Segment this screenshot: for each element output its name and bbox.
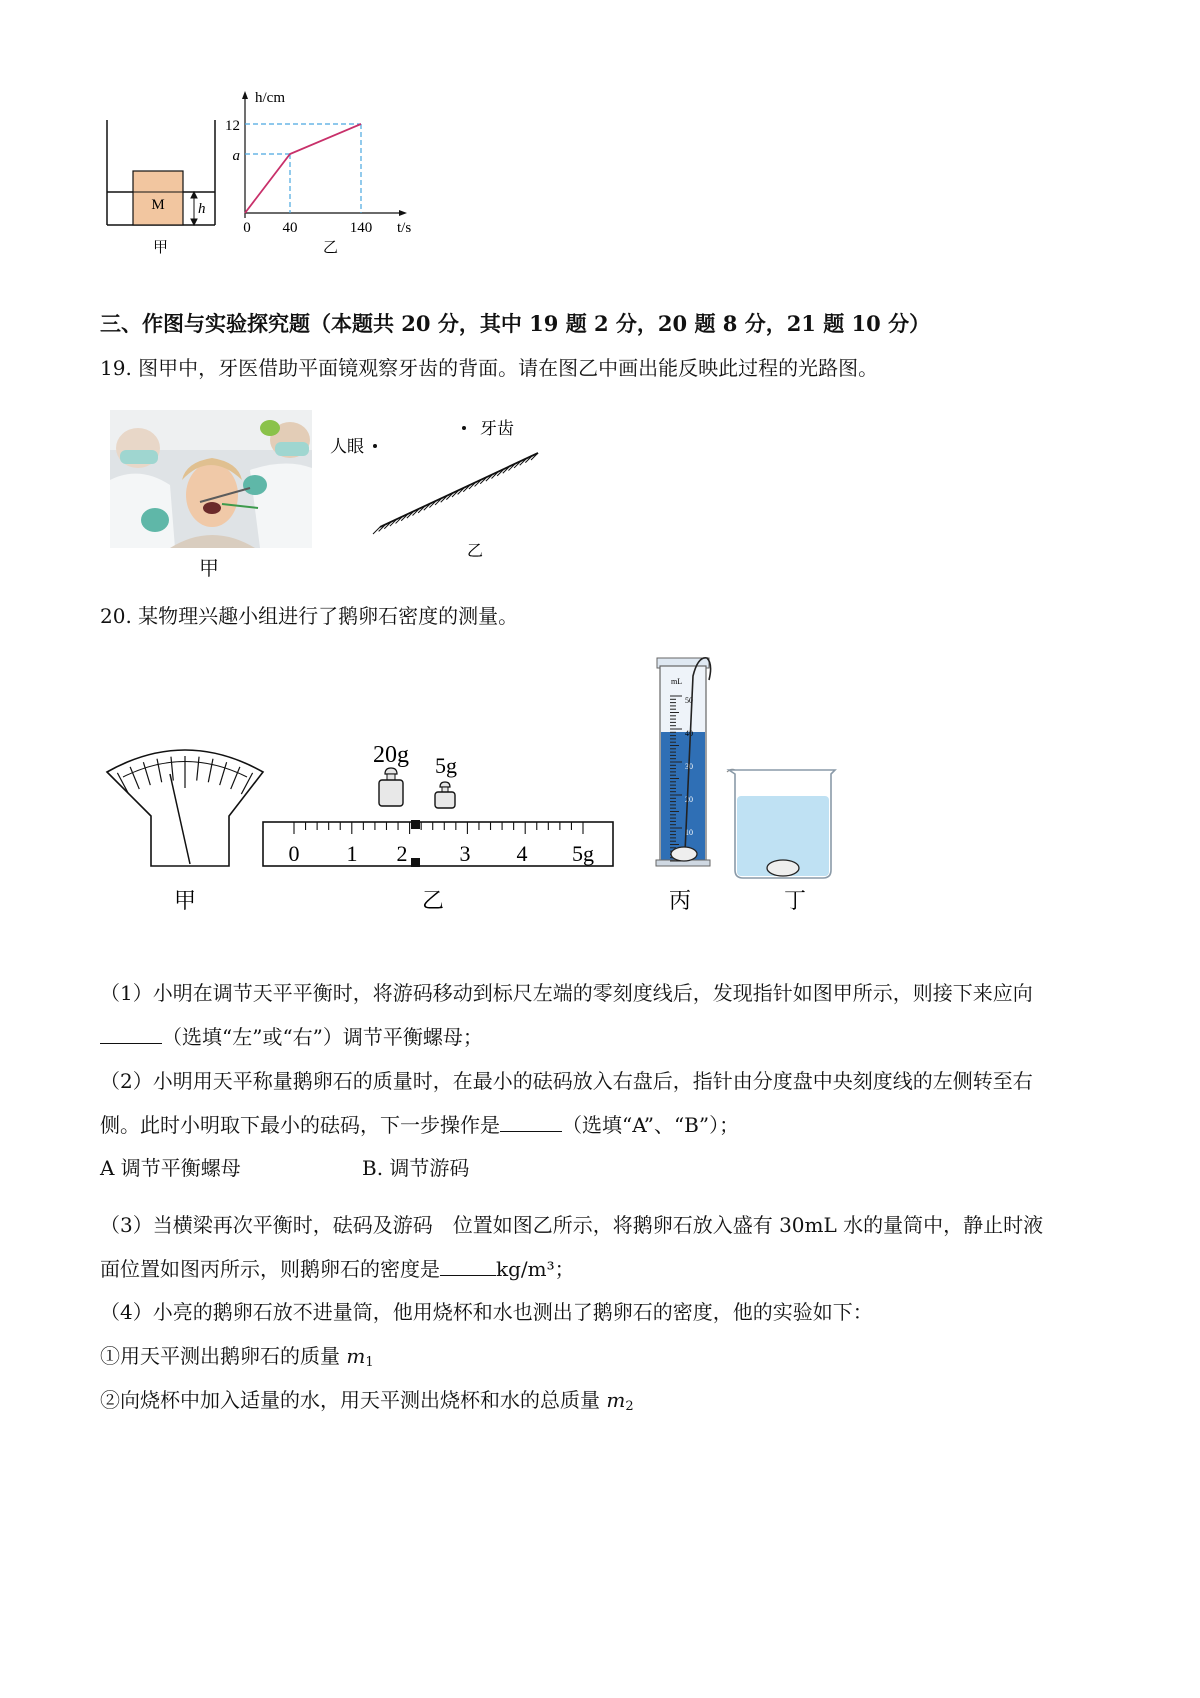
q20-option-a: A 调节平衡螺母 bbox=[100, 1156, 241, 1180]
q20-p2-tail: （选填“A”、“B”）； bbox=[562, 1113, 740, 1137]
q20-p3-line1: （3）当横梁再次平衡时，砝码及游码 位置如图乙所示，将鹅卵石放入盛有 30mL 水的量筒中，静止时液 bbox=[100, 1213, 1044, 1237]
origin-label: 0 bbox=[243, 220, 251, 236]
q20-text: 20. 某物理兴趣小组进行了鹅卵石密度的测量。 bbox=[100, 604, 519, 628]
fig-label-ding: 丁 bbox=[783, 888, 807, 913]
eye-label: 人眼 bbox=[330, 437, 364, 456]
graduated-cylinder bbox=[656, 658, 711, 866]
cyl-mark-30: 30 bbox=[685, 762, 693, 771]
top-figure-container bbox=[95, 80, 435, 280]
y-tick-12: 12 bbox=[225, 118, 240, 134]
scale-num-5g: 5g bbox=[572, 841, 594, 866]
x-tick-40: 40 bbox=[282, 220, 298, 236]
x-axis-label: t/s bbox=[397, 220, 412, 236]
tooth-label: 牙齿 bbox=[480, 419, 514, 438]
fig-label-jia: 甲 bbox=[173, 888, 197, 913]
scale-num-3: 3 bbox=[459, 841, 471, 866]
q20-p2-head: 侧。此时小明取下最小的砝码，下一步操作是 bbox=[100, 1113, 500, 1137]
section-3-title: 三、作图与实验探究题（本题共 20 分，其中 19 题 2 分，20 题 8 分，21 题 10 分） bbox=[100, 311, 931, 336]
eye-point bbox=[373, 444, 377, 448]
pebble-in-beaker bbox=[767, 860, 799, 876]
scale-num-0: 0 bbox=[288, 841, 300, 866]
y-axis-label: h/cm bbox=[255, 90, 285, 106]
x-tick-140: 140 bbox=[349, 220, 373, 236]
q20-p3-head: 面位置如图丙所示，则鹅卵石的密度是 bbox=[100, 1257, 440, 1281]
dentist-photo bbox=[110, 410, 312, 548]
answer-blank-3[interactable] bbox=[440, 1255, 496, 1276]
weights bbox=[373, 742, 457, 808]
q20-p1-line1: （1）小明在调节天平平衡时，将游码移动到标尺左端的零刻度线后，发现指针如图甲所示，则接下来应向 bbox=[100, 981, 1033, 1005]
q20-step2: ②向烧杯中加入适量的水，用天平测出烧杯和水的总质量 $m_2$ bbox=[100, 1388, 634, 1414]
cyl-mark-40: 40 bbox=[685, 729, 693, 738]
q20-step1: ①用天平测出鹅卵石的质量 $m_1$ bbox=[100, 1344, 374, 1370]
q19-text: 19. 图甲中，牙医借助平面镜观察牙齿的背面。请在图乙中画出能反映此过程的光路图。 bbox=[100, 356, 879, 380]
balance-pointer-dial bbox=[107, 750, 263, 866]
cyl-mark-50: 50 bbox=[685, 696, 693, 705]
fig-label-yi: 乙 bbox=[421, 888, 445, 913]
h-t-graph bbox=[225, 90, 411, 256]
cyl-mark-10: 10 bbox=[685, 828, 693, 837]
answer-blank-2[interactable] bbox=[500, 1111, 562, 1132]
weight-5g-label: 5g bbox=[435, 753, 457, 778]
block-m-label: M bbox=[151, 197, 165, 213]
q19-photo-label: 甲 bbox=[199, 556, 219, 580]
scale-num-1: 1 bbox=[346, 841, 358, 866]
q20-p1-tail: （选填“左”或“右”）调节平衡螺母； bbox=[162, 1025, 483, 1049]
q20-p4: （4）小亮的鹅卵石放不进量筒，他用烧杯和水也测出了鹅卵石的密度，他的实验如下： bbox=[100, 1300, 873, 1324]
y-axis-arrow bbox=[242, 91, 248, 99]
mirror-hatching bbox=[373, 453, 538, 534]
scale-num-2: 2 bbox=[396, 841, 408, 866]
answer-blank-1[interactable] bbox=[100, 1023, 162, 1044]
graph-label: 乙 bbox=[323, 240, 339, 256]
tooth-point bbox=[462, 426, 466, 430]
weight-5g bbox=[435, 792, 455, 808]
h-marker: h bbox=[198, 201, 206, 217]
q20-p1-line2 bbox=[100, 1023, 483, 1050]
q20-p2-line1: （2）小明用天平称量鹅卵石的质量时，在最小的砝码放入右盘后，指针由分度盘中央刻度线的左侧转至右 bbox=[100, 1069, 1033, 1093]
scale-num-4: 4 bbox=[516, 841, 528, 866]
fig-label-bing: 丙 bbox=[668, 888, 692, 913]
q19-mirror-diagram bbox=[325, 410, 555, 565]
cylinder-unit: mL bbox=[671, 677, 683, 686]
rider-bottom bbox=[411, 858, 420, 867]
q20-p2-line2 bbox=[100, 1111, 739, 1138]
h-arrow bbox=[191, 192, 197, 225]
q20-p3-unit: kg/m³； bbox=[496, 1257, 575, 1281]
h-t-curve bbox=[245, 124, 361, 213]
pebble-in-cylinder bbox=[671, 847, 697, 861]
weight-20g-label: 20g bbox=[373, 742, 409, 768]
weight-20g bbox=[379, 780, 403, 806]
beaker bbox=[727, 769, 835, 878]
cylinder-water bbox=[661, 732, 705, 861]
container-label: 甲 bbox=[153, 240, 169, 256]
rider-scale bbox=[263, 820, 613, 867]
rider-top bbox=[411, 820, 420, 829]
q20-p3-line2 bbox=[100, 1255, 575, 1282]
q20-option-b: B. 调节游码 bbox=[362, 1156, 470, 1180]
y-tick-a: a bbox=[232, 148, 240, 164]
q20-figures bbox=[95, 650, 855, 920]
diagram-label: 乙 bbox=[467, 543, 484, 560]
x-axis-arrow bbox=[399, 210, 407, 216]
cyl-mark-20: 20 bbox=[685, 795, 693, 804]
